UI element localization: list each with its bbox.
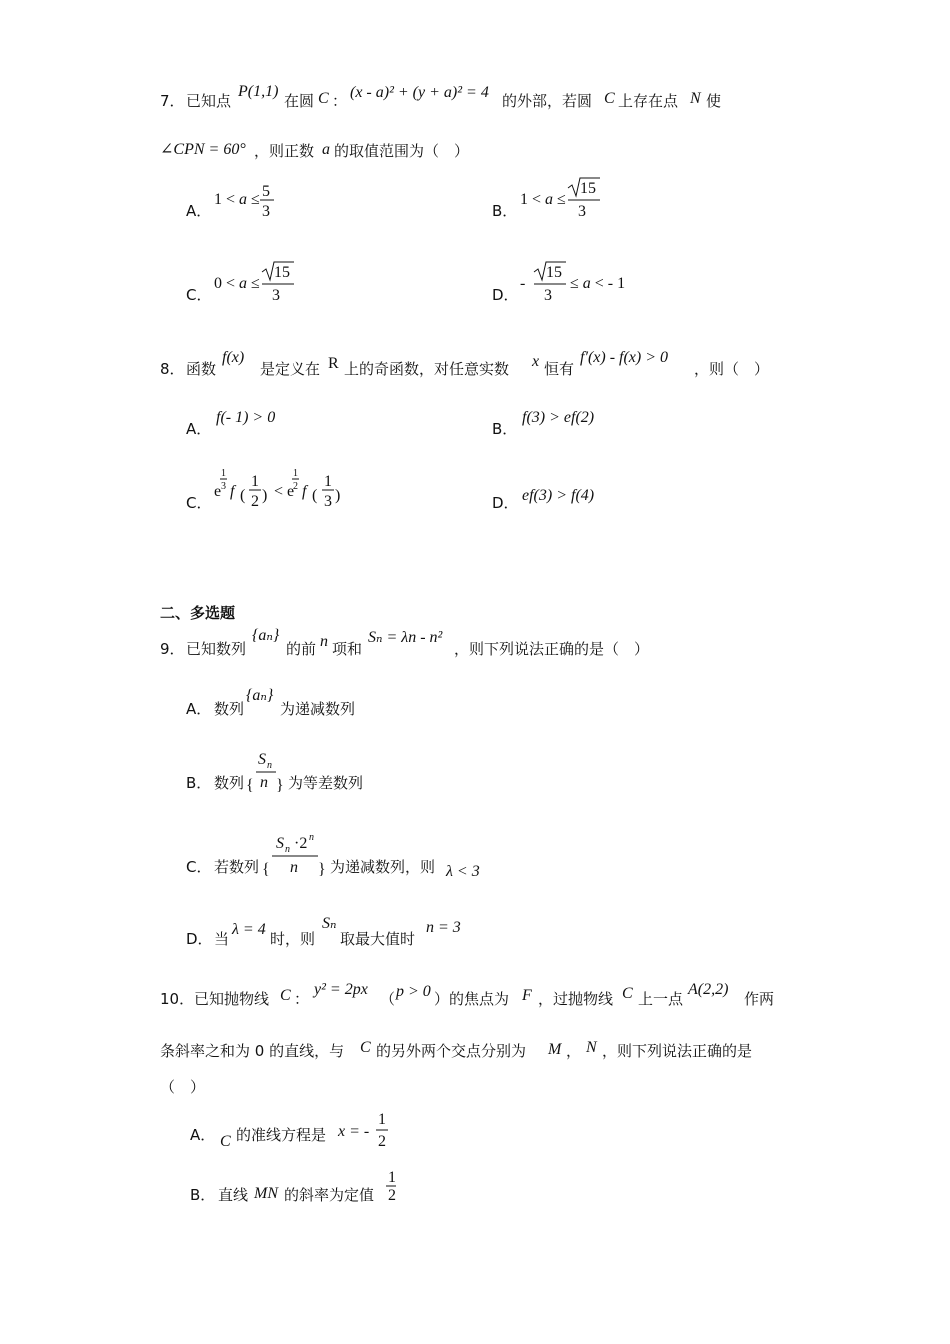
- option-label: A．: [186, 700, 212, 718]
- svg-text:2: 2: [251, 493, 259, 510]
- svg-text:数列: 数列: [214, 774, 245, 792]
- math-circle-c: C: [318, 90, 329, 107]
- svg-text:为递减数列: 为递减数列: [280, 700, 356, 718]
- svg-text:为等差数列: 为等差数列: [288, 774, 364, 792]
- question-text: ：: [294, 990, 310, 1008]
- question-text: 上存在点: [618, 92, 679, 110]
- svg-text:(: (: [312, 487, 318, 504]
- option-label: A．: [186, 202, 212, 220]
- svg-text:}: }: [276, 777, 284, 794]
- math-function: f(x): [222, 349, 245, 366]
- question-text: 作两: [744, 990, 775, 1008]
- math-point-m: M: [548, 1041, 562, 1058]
- question-text: ，过抛物线: [538, 990, 614, 1008]
- question-text: 上一点: [638, 990, 684, 1008]
- question-9: [160, 627, 649, 948]
- svg-text:3: 3: [262, 203, 270, 220]
- svg-text:1: 1: [324, 473, 332, 490]
- svg-text:Sₙ: Sₙ: [322, 915, 337, 932]
- svg-text:(: (: [240, 487, 246, 504]
- svg-text:15: 15: [274, 264, 290, 281]
- section-heading: 二、多选题: [160, 604, 236, 622]
- math-parabola-c: C: [360, 1039, 371, 1056]
- svg-text:时，则: 时，则: [270, 930, 316, 948]
- question-number: 7．: [160, 92, 185, 110]
- math-circle-c: C: [604, 90, 615, 107]
- math-circle-equation: (x - a)² + (y + a)² = 4: [350, 84, 489, 101]
- math-point-n: N: [586, 1039, 597, 1056]
- svg-text:2: 2: [378, 1133, 386, 1150]
- option-9c[interactable]: [186, 832, 480, 880]
- question-text: ，则下列说法正确的是: [602, 1042, 753, 1060]
- question-text: 项和: [332, 640, 363, 658]
- question-text: ）的焦点为: [434, 990, 510, 1008]
- question-text: 已知抛物线: [194, 990, 270, 1008]
- svg-text:1: 1: [378, 1111, 386, 1128]
- option-formula: ef(3) > f(4): [522, 487, 595, 504]
- math-parabola-c: C: [622, 985, 633, 1002]
- option-label: A．: [186, 420, 212, 438]
- svg-text:2: 2: [388, 1187, 396, 1204]
- svg-text:n: n: [260, 774, 268, 791]
- option-8d[interactable]: [492, 487, 594, 512]
- question-7: [160, 83, 721, 304]
- question-text: ：: [332, 92, 348, 110]
- math-point-p: P(1,1): [238, 83, 279, 100]
- svg-text:{: {: [262, 861, 270, 878]
- option-8b[interactable]: [492, 409, 594, 438]
- question-text: 的外部，若圆: [502, 92, 593, 110]
- math-angle: ∠CPN = 60°: [160, 141, 246, 158]
- question-text: 恒有: [544, 360, 575, 378]
- svg-text:< e: < e: [274, 483, 295, 500]
- svg-text:当: 当: [214, 930, 230, 948]
- svg-text:n: n: [290, 859, 298, 876]
- svg-text:的斜率为定值: 的斜率为定值: [284, 1186, 375, 1204]
- svg-text:n = 3: n = 3: [426, 919, 461, 936]
- svg-text:n: n: [309, 832, 314, 843]
- question-text: 的取值范围为（ ）: [334, 142, 470, 160]
- svg-text:15: 15: [546, 264, 562, 281]
- math-inequality: f′(x) - f(x) > 0: [580, 349, 669, 366]
- svg-text:{: {: [246, 777, 254, 794]
- option-label: B．: [186, 774, 212, 792]
- option-label: C．: [186, 494, 212, 512]
- math-point-a: A(2,2): [688, 981, 729, 998]
- option-8c[interactable]: [186, 468, 340, 512]
- option-7a[interactable]: [186, 183, 274, 220]
- svg-text:1: 1: [293, 468, 298, 479]
- option-formula: 0 < a ≤: [214, 275, 260, 292]
- svg-text:若数列: 若数列: [214, 858, 260, 876]
- svg-text:的准线方程是: 的准线方程是: [236, 1126, 327, 1144]
- option-10b[interactable]: [190, 1169, 396, 1204]
- option-label: D．: [492, 494, 519, 512]
- math-sum-formula: Sₙ = λn - n²: [368, 629, 443, 646]
- option-formula: MN: [254, 1185, 278, 1202]
- option-formula: e: [214, 483, 222, 500]
- svg-text:3: 3: [544, 287, 552, 304]
- option-formula: C: [220, 1133, 231, 1150]
- svg-text:n: n: [285, 844, 290, 855]
- question-text: 函数: [186, 360, 217, 378]
- option-label: D．: [186, 930, 213, 948]
- svg-text:数列: 数列: [214, 700, 245, 718]
- option-label: C．: [186, 286, 212, 304]
- question-text: ，则（ ）: [694, 360, 770, 378]
- math-focus-f: F: [522, 987, 532, 1004]
- question-text: 的前: [286, 640, 317, 658]
- option-label: C．: [186, 858, 212, 876]
- question-number: 8．: [160, 360, 185, 378]
- option-9b[interactable]: [186, 751, 363, 794]
- question-text: 是定义在: [260, 360, 321, 378]
- question-text: 的另外两个交点分别为: [376, 1042, 527, 1060]
- math-real-set: R: [328, 355, 339, 372]
- svg-text:S: S: [276, 835, 284, 852]
- question-text: 使: [706, 92, 722, 110]
- option-label: D．: [492, 286, 519, 304]
- svg-text:S: S: [258, 751, 266, 768]
- svg-text:3: 3: [578, 203, 586, 220]
- svg-text:≤ a < - 1: ≤ a < - 1: [570, 275, 626, 292]
- question-text: ，则下列说法正确的是（ ）: [454, 640, 650, 658]
- svg-text:λ < 3: λ < 3: [446, 863, 480, 880]
- svg-text:·2: ·2: [294, 835, 308, 852]
- svg-text:取最大值时: 取最大值时: [340, 930, 416, 948]
- option-9a[interactable]: [186, 687, 355, 718]
- option-7d[interactable]: [492, 262, 625, 304]
- option-formula: f(- 1) > 0: [216, 409, 276, 426]
- svg-text:1: 1: [251, 473, 259, 490]
- math-point-n: N: [690, 90, 701, 107]
- svg-text:}: }: [318, 861, 326, 878]
- question-text: 已知点: [186, 92, 232, 110]
- math-parabola-c: C: [280, 987, 291, 1004]
- option-7c[interactable]: [186, 262, 294, 304]
- math-var-n: n: [320, 633, 328, 650]
- svg-text:n: n: [267, 760, 272, 771]
- option-formula: f(3) > ef(2): [522, 409, 595, 426]
- option-label: A．: [190, 1126, 216, 1144]
- option-formula: -: [520, 275, 526, 292]
- svg-text:直线: 直线: [218, 1186, 249, 1204]
- option-label: B．: [492, 420, 518, 438]
- option-7b[interactable]: [492, 178, 600, 220]
- svg-text:f: f: [230, 483, 235, 500]
- question-number: 9．: [160, 640, 185, 658]
- svg-text:): ): [335, 487, 341, 504]
- math-var-x: x: [532, 353, 540, 370]
- math-sequence: {aₙ}: [252, 627, 280, 644]
- math-parabola-equation: y² = 2px: [314, 981, 368, 998]
- question-text: ，则正数: [254, 142, 315, 160]
- option-formula: 1 < a ≤: [520, 191, 566, 208]
- svg-text:x = -: x = -: [338, 1123, 370, 1140]
- math-var-a: a: [322, 141, 330, 158]
- question-text: ，: [566, 1042, 582, 1060]
- math-condition: p > 0: [396, 983, 431, 1000]
- svg-text:3: 3: [221, 481, 226, 492]
- svg-text:3: 3: [272, 287, 280, 304]
- question-8: [160, 349, 769, 512]
- question-text: （: [380, 990, 396, 1008]
- question-text: （ ）: [160, 1078, 206, 1096]
- svg-text:): ): [262, 487, 268, 504]
- svg-text:5: 5: [262, 183, 270, 200]
- option-8a[interactable]: [186, 409, 275, 438]
- svg-text:1: 1: [388, 1169, 396, 1186]
- option-label: B．: [190, 1186, 216, 1204]
- question-text: 已知数列: [186, 640, 247, 658]
- svg-text:3: 3: [324, 493, 332, 510]
- svg-text:2: 2: [293, 481, 298, 492]
- svg-text:1: 1: [221, 468, 226, 479]
- question-text: 在圆: [284, 92, 315, 110]
- svg-text:为递减数列，则: 为递减数列，则: [330, 858, 436, 876]
- question-10: [160, 981, 774, 1204]
- question-text: 上的奇函数，对任意实数: [344, 360, 510, 378]
- svg-text:15: 15: [580, 180, 596, 197]
- option-formula: {aₙ}: [246, 687, 274, 704]
- question-text: 条斜率之和为 0 的直线，与: [160, 1042, 345, 1060]
- option-formula: 1 < a ≤: [214, 191, 260, 208]
- option-10a[interactable]: [190, 1111, 388, 1150]
- svg-text:f: f: [302, 483, 307, 500]
- option-formula: λ = 4: [232, 921, 266, 938]
- option-9d[interactable]: [186, 915, 461, 948]
- option-label: B．: [492, 202, 518, 220]
- question-number: 10．: [160, 990, 195, 1008]
